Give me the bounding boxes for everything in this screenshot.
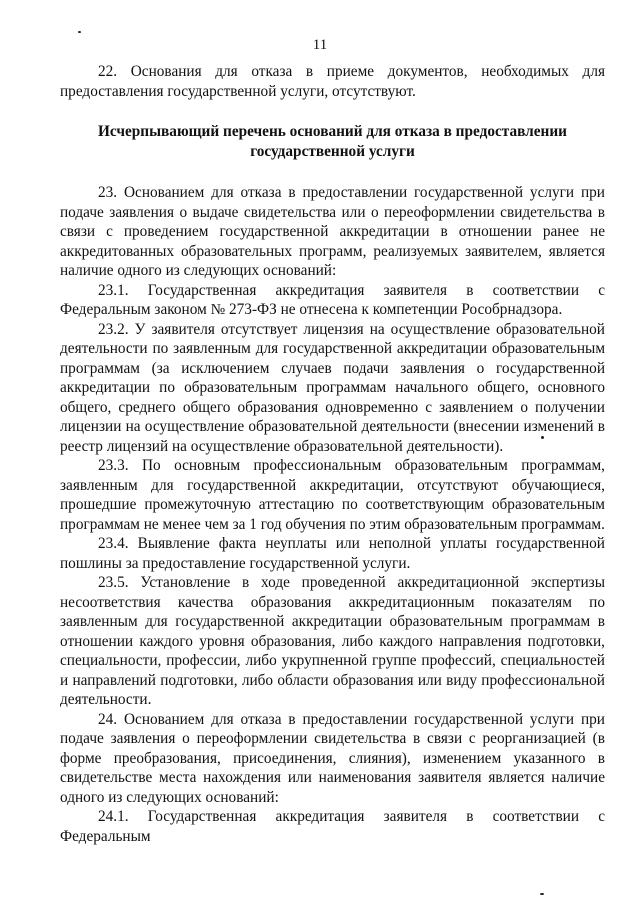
- paragraph-24: 24. Основанием для отказа в предоставлении государственной услуги при подаче заявления о переоформлении свидетельства в связи с реорганизацией (в форме преобразования, присоединения, слияния), изменением указанного в свидетельстве места нахождения или наименования заявителя является наличие одного из следующих оснований:: [60, 710, 605, 806]
- scan-speck: [540, 893, 544, 895]
- text-section-top: [60, 62, 605, 101]
- section-heading: Исчерпывающий перечень оснований для отказа в предоставлении государственной услуги: [97, 123, 567, 160]
- paragraph-24-1: 24.1. Государственная аккредитация заявителя в соответствии с Федеральным: [60, 808, 605, 845]
- section-heading-block: [60, 122, 605, 162]
- text-section-main: [60, 183, 605, 846]
- scan-speck: [78, 31, 81, 33]
- paragraph-23: 23. Основанием для отказа в предоставлении государственной услуги при подаче заявления о выдаче свидетельства или о переоформлении свидетельства в связи с проведением государственной аккредитации в отношении ранее не аккредитованных образовательных программ, реализуемых заявителем, является наличие одного из следующих оснований:: [60, 184, 605, 279]
- page-number: 11: [312, 37, 328, 53]
- paragraph-23-2: 23.2. У заявителя отсутствует лицензия на осуществление образовательной деятельности по заявленным для государственной аккредитации образовательным программам (за исключением случаев подачи заявления о государственной аккредитации по образовательным программам начального общего, основного общего, среднего общего образования одновременно с заявлением о получении лицензии на осуществление образовательной деятельности (внесении изменений в реестр лицензий на осуществление образовательной деятельности).: [60, 320, 605, 455]
- paragraph-23-4: 23.4. Выявление факта неуплаты или неполной уплаты государственной пошлины за предоставление государственной услуги.: [60, 535, 605, 572]
- paragraph-22: 22. Основания для отказа в приеме документов, необходимых для предоставления государственной услуги, отсутствуют.: [60, 63, 605, 100]
- paragraph-23-5: 23.5. Установление в ходе проведенной аккредитационной экспертизы несоответствия качества образования аккредитационным показателям по заявленным для государственной аккредитации образовательным программам в отношении каждого уровня образования, либо каждого направления подготовки, специальности, профессии, либо укрупненной группе профессий, специальностей и направлений подготовки, либо области образования или виду профессиональной деятельности.: [60, 574, 605, 708]
- paragraph-23-3: 23.3. По основным профессиональным образовательным программам, заявленным для государственной аккредитации, отсутствуют обучающиеся, прошедшие промежуточную аттестацию по соответствующим образовательным программам не менее чем за 1 год обучения по этим образовательным программам.: [60, 457, 605, 533]
- paragraph-23-1: 23.1. Государственная аккредитация заявителя в соответствии с Федеральным законом № 273-ФЗ не отнесена к компетенции Рособрнадзора.: [60, 281, 605, 318]
